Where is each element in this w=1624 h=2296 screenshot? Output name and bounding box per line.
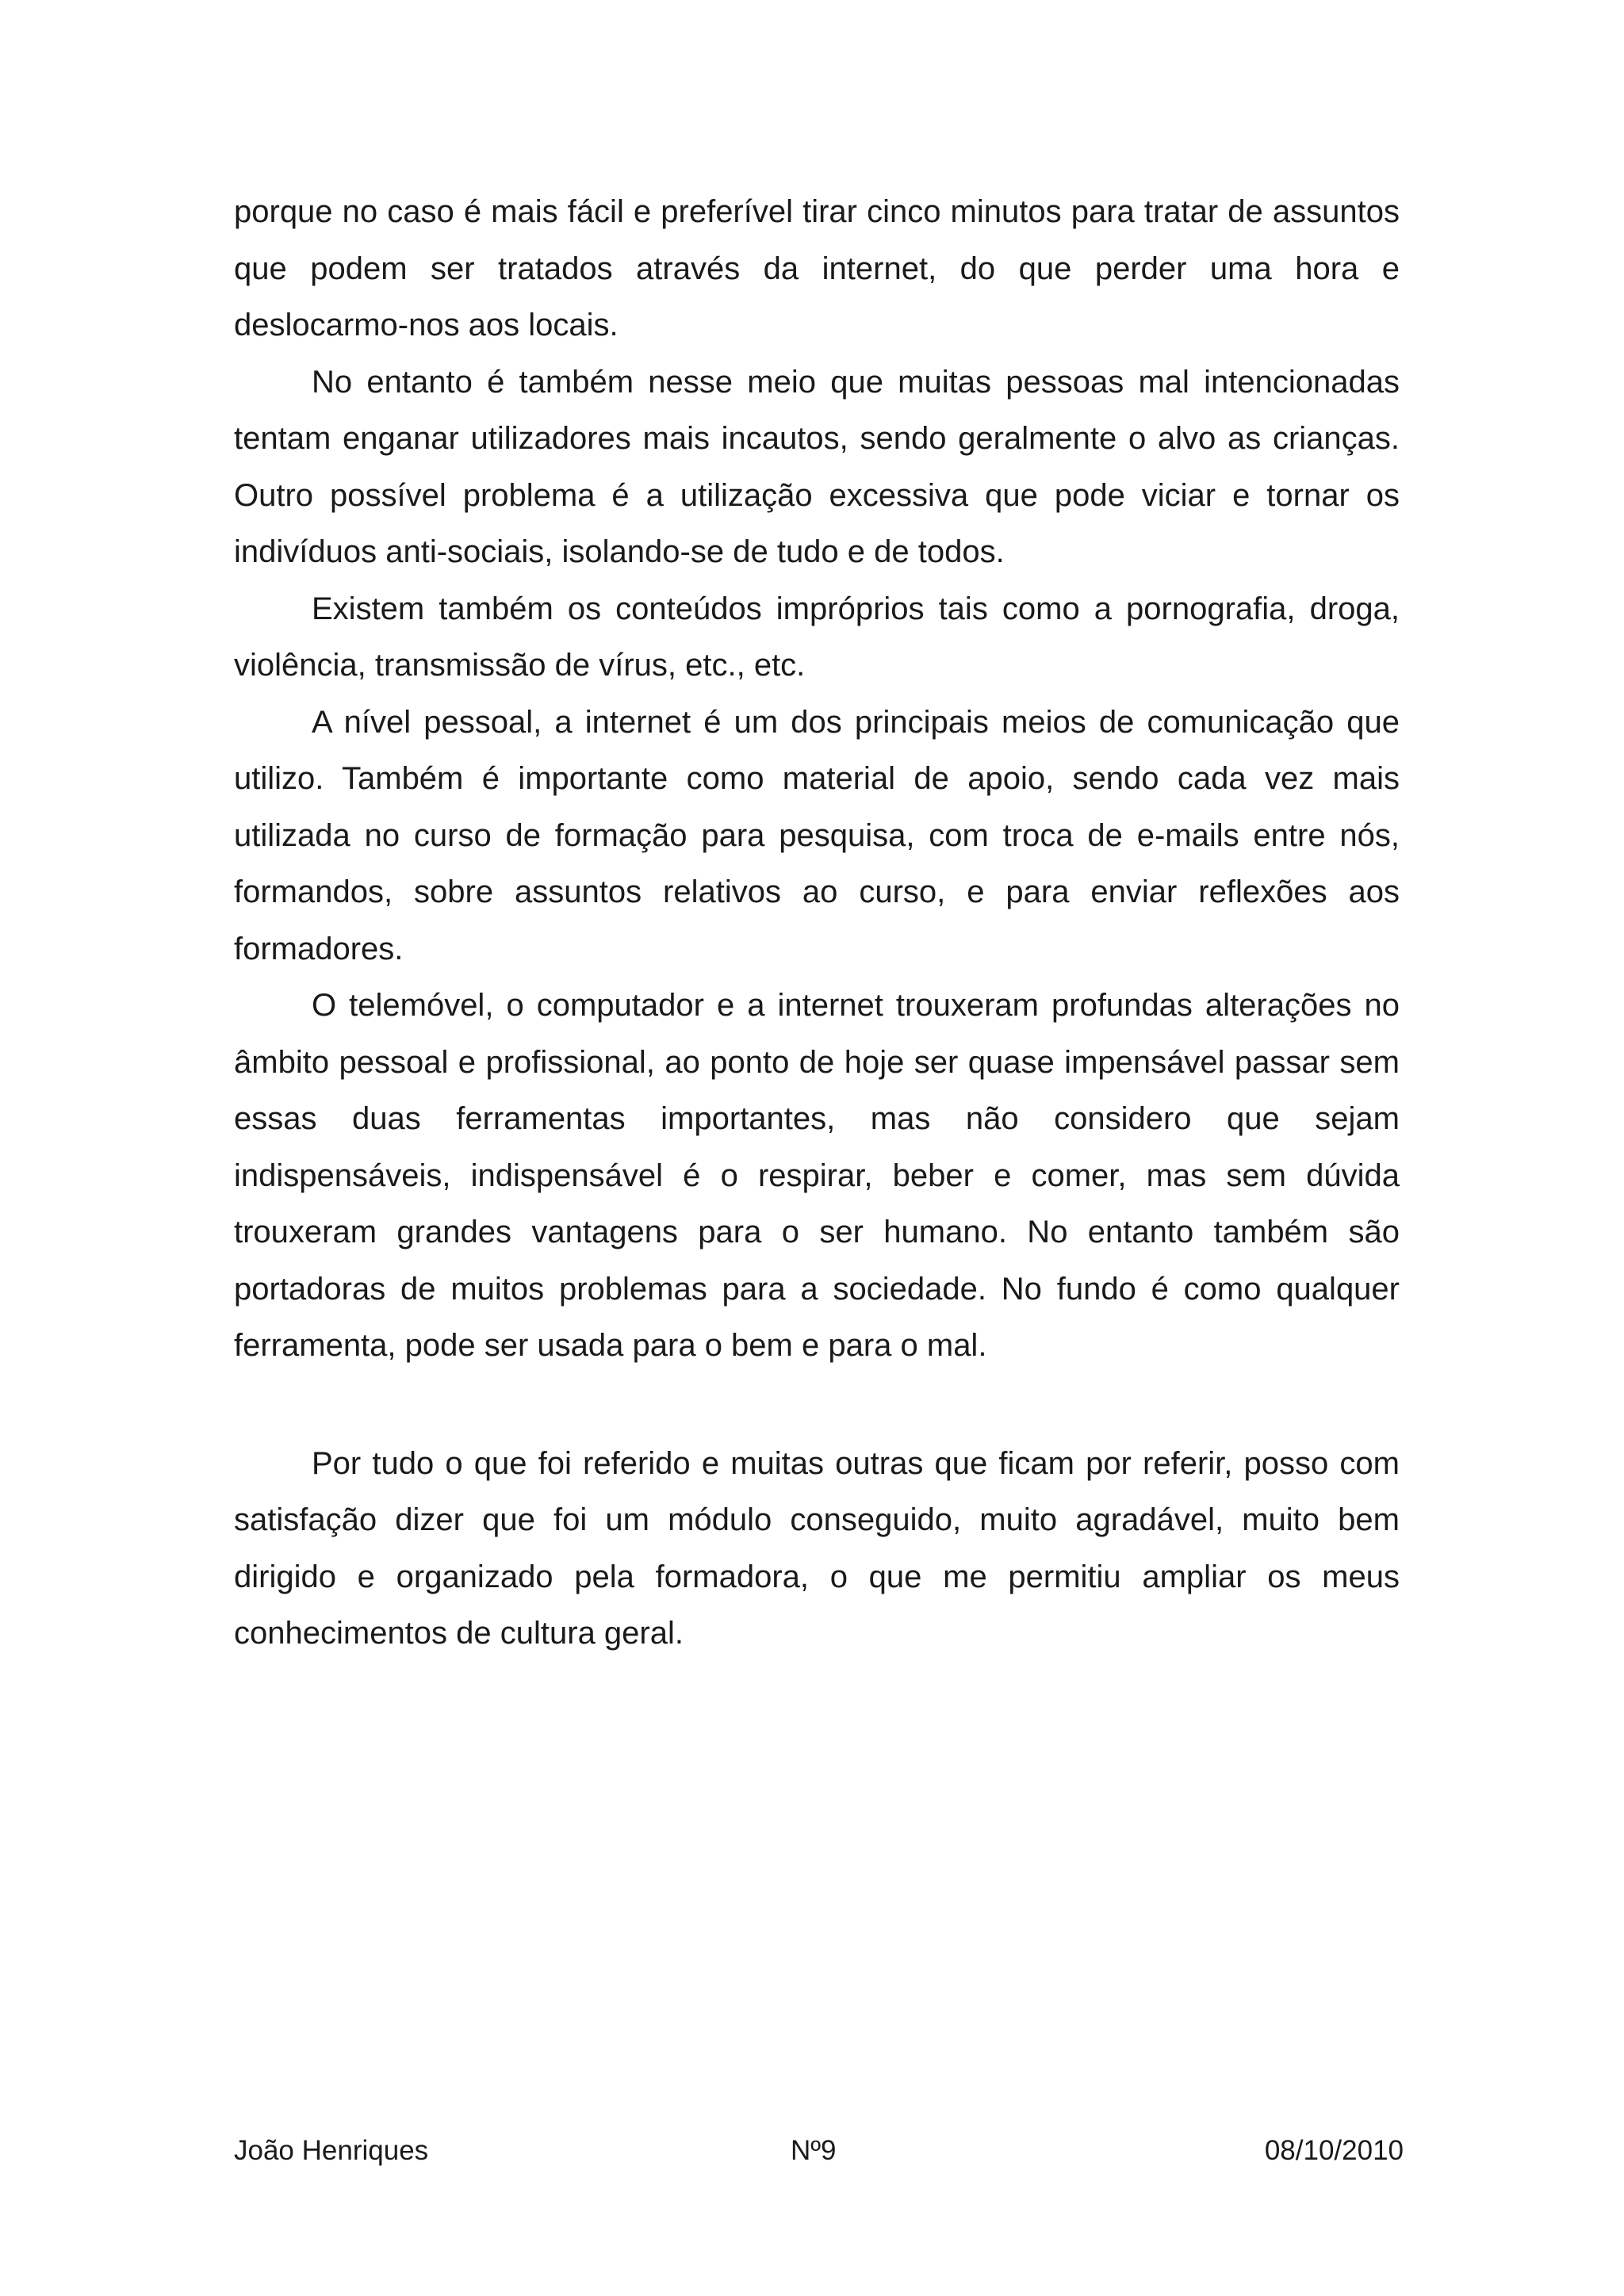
footer-date: 08/10/2010	[1264, 2135, 1404, 2166]
paragraph-personal-use: A nível pessoal, a internet é um dos principais meios de comunicação que utilizo. Também é importante como material de apoio, sendo cada vez mais utilizada no curso de formação para pesquisa, com troca de e-mails entre nós, formandos, sobre assuntos relativos ao curso, e para enviar reflexões aos formadores.	[234, 704, 1400, 966]
footer-number: Nº9	[791, 2135, 837, 2166]
document-body	[234, 184, 1400, 1663]
paragraph-online-risks: No entanto é também nesse meio que muitas pessoas mal intencionadas tentam enganar utilizadores mais incautos, sendo geralmente o alvo as crianças. Outro possível problema é a utilização excessiva que pode viciar e tornar os indivíduos anti-sociais, isolando-se de tudo e de todos.	[234, 364, 1400, 569]
paragraph-technology-changes: O telemóvel, o computador e a internet trouxeram profundas alterações no âmbito pessoal e profissional, ao ponto de hoje ser quase impensável passar sem essas duas ferramentas importantes, mas não considero que sejam indispensáveis, indispensável é o respirar, beber e comer, mas sem dúvida trouxeram grandes vantagens para o ser humano. No entanto também são portadoras de muitos problemas para a sociedade. No fundo é como qualquer ferramenta, pode ser usada para o bem e para o mal.	[234, 988, 1400, 1363]
paragraph-spacer	[234, 1375, 1400, 1436]
page-footer	[234, 2135, 1404, 2173]
footer-author: João Henriques	[234, 2135, 429, 2166]
paragraph-continuation: porque no caso é mais fácil e preferível tirar cinco minutos para tratar de assuntos que podem ser tratados através da internet, do que perder uma hora e deslocarmo-nos aos locais.	[234, 194, 1400, 342]
paragraph-inappropriate-content: Existem também os conteúdos impróprios tais como a pornografia, droga, violência, transmissão de vírus, etc., etc.	[234, 591, 1400, 683]
paragraph-conclusion: Por tudo o que foi referido e muitas outras que ficam por referir, posso com satisfação dizer que foi um módulo conseguido, muito agradável, muito bem dirigido e organizado pela formadora, o que me permitiu ampliar os meus conhecimentos de cultura geral.	[234, 1445, 1400, 1651]
